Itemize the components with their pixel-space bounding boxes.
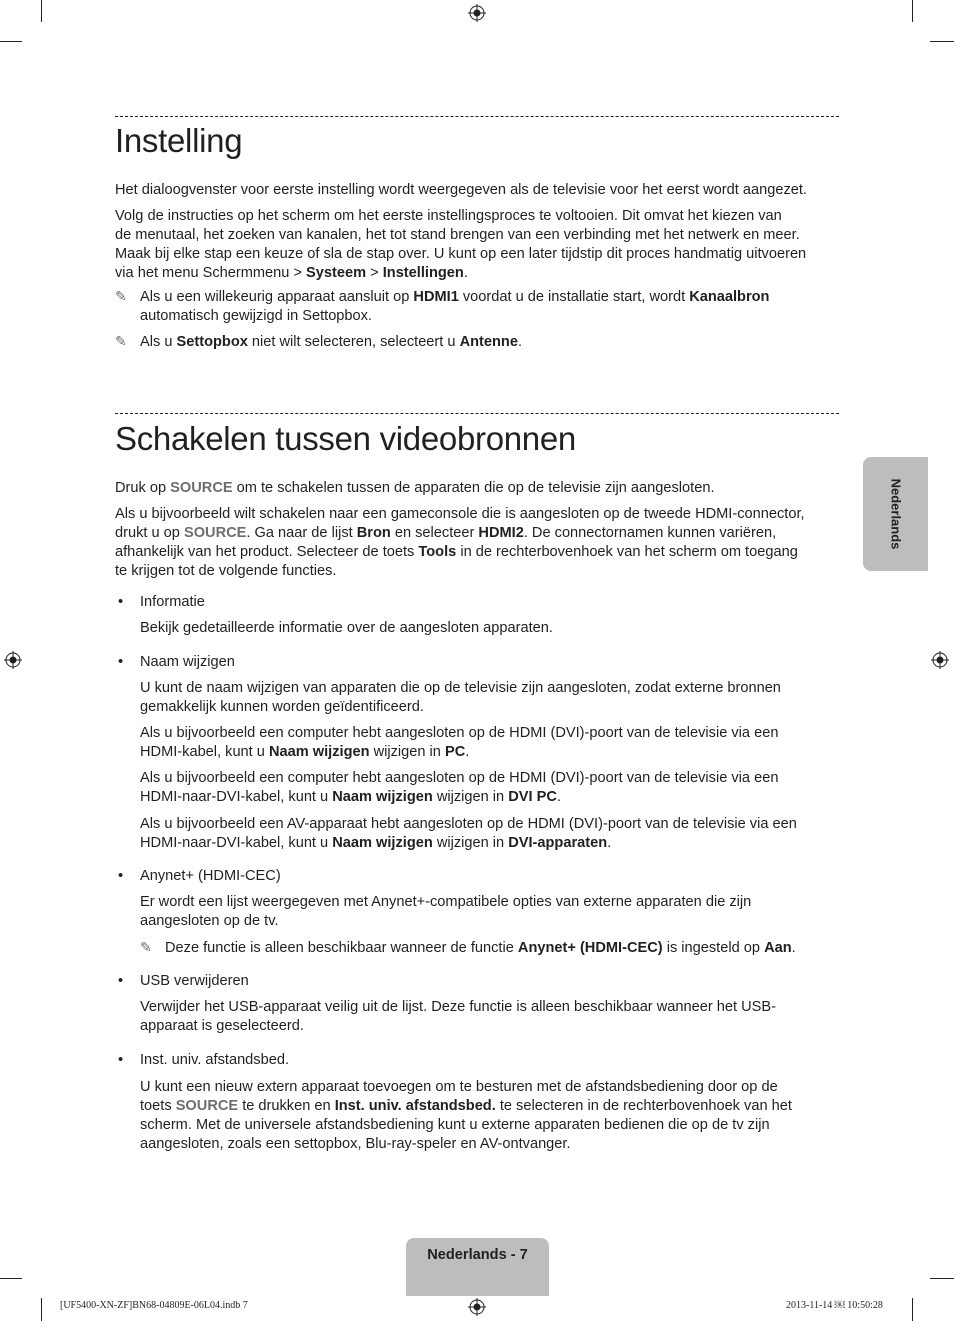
section-title-instelling: Instelling — [115, 122, 243, 159]
crop-mark — [912, 0, 913, 22]
footer-file-info: [UF5400-XN-ZF]BN68-04809E-06L04.indb 7 — [60, 1300, 248, 1311]
paragraph: U kunt de naam wijzigen van apparaten die op de televisie zijn aangesloten, zodat externe bronnen gemakkelijk kunnen worden geïdentificeerd. — [140, 680, 781, 715]
section-divider — [115, 116, 839, 117]
registration-mark-icon — [468, 4, 486, 22]
footer-timestamp: 2013-11-14 ￼ 10:50:28 — [786, 1300, 883, 1311]
paragraph: U kunt een nieuw extern apparaat toevoegen om te besturen met de afstandsbediening door op de toets SOURCE te drukken en Inst. univ. afstandsbed. te selecteren in de rechterbovenhoek van het scherm. Met de universele afstandsbediening kunt u externe apparaten bedienen die op de tv zijn aangesloten, zoals een settopbox, Blu-ray-speler en AV-ontvanger. — [140, 1079, 792, 1152]
paragraph: Als u bijvoorbeeld een computer hebt aangesloten op de HDMI (DVI)-poort van de televisie via een HDMI-kabel, kunt u Naam wijzigen wijzigen in PC. — [140, 725, 779, 760]
registration-mark-icon — [931, 651, 949, 669]
crop-mark — [41, 1298, 42, 1321]
registration-mark-icon — [468, 1298, 486, 1316]
crop-mark — [0, 41, 22, 42]
crop-mark — [41, 0, 42, 22]
note: ✎ Deze functie is alleen beschikbaar wanneer de functie Anynet+ (HDMI-CEC) is ingesteld op Aan. — [140, 940, 796, 956]
paragraph: Verwijder het USB-apparaat veilig uit de lijst. Deze functie is alleen beschikbaar wanneer het USB- apparaat is geselecteerd. — [140, 999, 776, 1034]
pencil-note-icon: ✎ — [140, 940, 152, 956]
crop-mark — [930, 41, 954, 42]
page-number-tab: Nederlands - 7 — [406, 1238, 549, 1296]
paragraph: Als u bijvoorbeeld een computer hebt aangesloten op de HDMI (DVI)-poort van de televisie via een HDMI-naar-DVI-kabel, kunt u Naam wijzigen wijzigen in DVI PC. — [140, 770, 779, 805]
paragraph: Het dialoogvenster voor eerste instelling wordt weergegeven als de televisie voor het eerst wordt aangezet. — [115, 182, 807, 198]
paragraph: Als u bijvoorbeeld wilt schakelen naar een gameconsole die is aangesloten op de tweede HDMI-connector, drukt u op SOURCE. Ga naar de lijst Bron en selecteer HDMI2. De connectornamen kunnen variëren, afhankelijk van het product. Selecteer de toets Tools in de rechterbovenhoek van het scherm om toegang te krijgen tot de volgende functies. — [115, 506, 805, 579]
crop-mark — [0, 1278, 22, 1279]
crop-mark — [912, 1298, 913, 1321]
registration-mark-icon — [4, 651, 22, 669]
section-divider — [115, 413, 839, 414]
paragraph: Er wordt een lijst weergegeven met Anynet+-compatibele opties van externe apparaten die zijn aangesloten op de tv. — [140, 894, 752, 929]
section-title-videobronnen: Schakelen tussen videobronnen — [115, 420, 576, 457]
language-side-tab: Nederlands — [863, 457, 928, 571]
pencil-note-icon: ✎ — [115, 334, 127, 350]
paragraph: Druk op SOURCE om te schakelen tussen de apparaten die op de televisie zijn aangesloten. — [115, 480, 715, 496]
crop-mark — [930, 1278, 954, 1279]
paragraph: Bekijk gedetailleerde informatie over de aangesloten apparaten. — [140, 620, 553, 636]
pencil-note-icon: ✎ — [115, 289, 127, 305]
note: ✎ Als u een willekeurig apparaat aansluit op HDMI1 voordat u de installatie start, wordt Kanaalbron automatisch gewijzigd in Settopbox. — [115, 289, 770, 324]
note: ✎ Als u Settopbox niet wilt selecteren, selecteert u Antenne. — [115, 334, 523, 350]
paragraph: Volg de instructies op het scherm om het eerste instellingsproces te voltooien. Dit omvat het kiezen van de menutaal, het zoeken van kanalen, het tot stand brengen van een verbinding met het netwerk en meer. Maak bij elke stap een keuze of sla de stap over. U kunt op een later tijdstip dit proces handmatig uitvoeren via het menu Schermmenu > Systeem > Instellingen. — [115, 208, 807, 281]
paragraph: Als u bijvoorbeeld een AV-apparaat hebt aangesloten op de HDMI (DVI)-poort van de televisie via een HDMI-naar-DVI-kabel, kunt u Naam wijzigen wijzigen in DVI-apparaten. — [140, 816, 797, 851]
